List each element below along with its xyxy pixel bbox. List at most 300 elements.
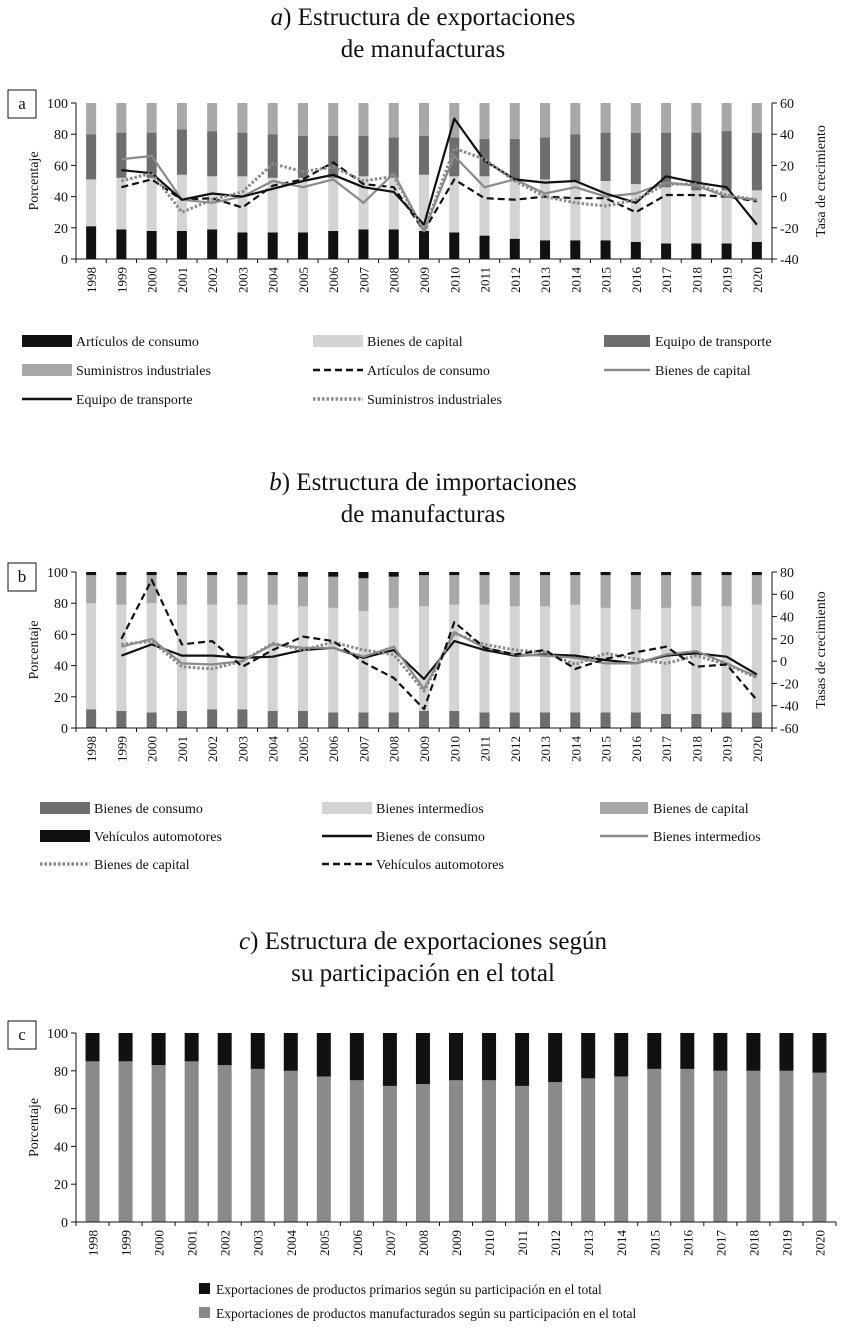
x-tick-label: 2020 — [749, 267, 765, 293]
bar-segment — [207, 572, 217, 575]
bar-segment — [812, 1033, 826, 1073]
bar-segment — [540, 179, 550, 240]
title-a-letter: a — [270, 4, 284, 31]
bar-segment — [207, 229, 217, 259]
legend-swatch — [22, 335, 72, 347]
x-tick-label: 1999 — [118, 1230, 134, 1256]
bar-segment — [480, 605, 490, 713]
y-tick-label: 0 — [61, 722, 68, 737]
bar-segment — [298, 572, 308, 577]
bar-segment — [86, 572, 96, 575]
x-tick-label: 2006 — [326, 736, 342, 762]
x-tick-label: 2002 — [205, 736, 221, 762]
bar-segment — [680, 1069, 694, 1222]
x-tick-label: 2014 — [568, 267, 584, 293]
title-b-text: ) Estructura de importaciones — [281, 469, 577, 496]
bar-segment — [722, 243, 732, 259]
bar-segment — [389, 229, 399, 259]
legend-c — [199, 1282, 636, 1321]
bar-segment — [510, 179, 520, 238]
x-tick-label: 2007 — [356, 736, 372, 762]
bar-segment — [416, 1033, 430, 1084]
y2-axis-label: Tasa de crecimiento — [814, 125, 829, 237]
x-tick-label: 2018 — [689, 267, 705, 293]
x-tick-label: 2008 — [386, 736, 402, 762]
y2-tick-label: 0 — [780, 190, 787, 206]
x-tick-label: 1999 — [114, 267, 130, 293]
bar-segment — [237, 572, 247, 575]
x-tick-label: 2001 — [174, 736, 190, 762]
y2-tick-label: -40 — [780, 253, 799, 268]
y2-tick-label: -60 — [780, 722, 799, 737]
bar-segment — [358, 103, 368, 136]
bar-segment — [680, 1033, 694, 1069]
bar-segment — [177, 130, 187, 175]
x-tick-label: 2019 — [719, 736, 735, 762]
bar-segment — [298, 103, 308, 136]
y-tick-label: 20 — [54, 690, 68, 706]
bar-segment — [570, 712, 580, 728]
chart-b — [8, 563, 829, 762]
bar-segment — [713, 1033, 727, 1071]
bar-segment — [631, 242, 641, 259]
bar-segment — [752, 712, 762, 728]
y2-tick-label: -20 — [780, 677, 799, 693]
bar-segment — [631, 572, 641, 575]
bar-segment — [779, 1071, 793, 1222]
bar-segment — [691, 606, 701, 714]
bar-segment — [752, 575, 762, 605]
bar-segment — [510, 575, 520, 606]
bar-segment — [207, 103, 217, 131]
bar-segment — [86, 1033, 100, 1061]
bar-segment — [515, 1033, 529, 1086]
legend-label: Artículos de consumo — [76, 335, 199, 350]
legend-label: Bienes de capital — [367, 335, 463, 350]
bar-segment — [540, 712, 550, 728]
bar-segment — [482, 1080, 496, 1222]
title-b-letter: b — [269, 469, 282, 496]
bar-segment — [268, 232, 278, 259]
bar-segment — [661, 243, 671, 259]
bar-segment — [581, 1078, 595, 1222]
bar-segment — [298, 711, 308, 728]
bar-segment — [116, 711, 126, 728]
bar-segment — [116, 572, 126, 575]
legend-label: Artículos de consumo — [367, 364, 490, 379]
x-tick-label: 2014 — [568, 736, 584, 762]
legend-label: Exportaciones de productos manufacturados según su participación en el total — [216, 1306, 637, 1321]
x-tick-label: 2018 — [746, 1230, 762, 1256]
x-tick-label: 2007 — [356, 267, 372, 293]
bar-segment — [317, 1076, 331, 1222]
x-tick-label: 2007 — [382, 1230, 398, 1256]
bar-segment — [86, 575, 96, 603]
bar-segment — [480, 712, 490, 728]
x-tick-label: 2017 — [659, 736, 675, 762]
bar-segment — [147, 603, 157, 712]
bar-segment — [449, 232, 459, 259]
legend-b — [40, 802, 761, 873]
bar-segment — [449, 1080, 463, 1222]
bar-segment — [752, 133, 762, 191]
y2-tick-label: 20 — [780, 632, 794, 648]
bar-segment — [601, 103, 611, 133]
bar-segment — [510, 606, 520, 712]
bar-segment — [152, 1065, 166, 1222]
bar-segment — [389, 137, 399, 178]
legend-label: Bienes de capital — [655, 364, 751, 379]
y-tick-label: 0 — [61, 1216, 68, 1231]
bar-segment — [147, 572, 157, 575]
x-tick-label: 2017 — [659, 267, 675, 293]
x-tick-label: 2011 — [515, 1230, 531, 1256]
bar-segment — [661, 103, 671, 133]
bar-segment — [383, 1033, 397, 1086]
bar-segment — [661, 572, 671, 575]
legend-label: Exportaciones de productos primarios según su participación en el total — [216, 1282, 602, 1297]
x-tick-label: 2002 — [205, 267, 221, 293]
legend-swatch — [199, 1307, 210, 1318]
bar-segment — [147, 178, 157, 231]
y-tick-label: 40 — [54, 1140, 68, 1156]
bar-segment — [722, 190, 732, 243]
x-tick-label: 2010 — [447, 736, 463, 762]
bar-segment — [419, 711, 429, 728]
bar-segment — [419, 136, 429, 175]
bar-segment — [722, 575, 732, 606]
bar-segment — [480, 575, 490, 605]
bar-segment — [328, 572, 338, 577]
bar-segment — [614, 1033, 628, 1076]
bar-segment — [510, 239, 520, 259]
bar-segment — [207, 605, 217, 710]
bar-segment — [268, 572, 278, 575]
bar-segment — [449, 176, 459, 232]
x-tick-label: 2006 — [326, 267, 342, 293]
x-tick-label: 2004 — [265, 736, 281, 762]
legend-label: Equipo de transporte — [76, 393, 193, 408]
x-tick-label: 2008 — [386, 267, 402, 293]
y-tick-label: 60 — [54, 159, 68, 175]
bar-segment — [691, 714, 701, 728]
title-c-text: ) Estructura de exportaciones según — [250, 928, 607, 955]
legend-label: Bienes intermedios — [653, 830, 761, 845]
y-tick-label: 60 — [54, 628, 68, 644]
bar-segment — [631, 712, 641, 728]
bar-segment — [548, 1082, 562, 1222]
chart-c — [8, 1021, 836, 1256]
bar-segment — [218, 1033, 232, 1065]
legend-label: Bienes de capital — [94, 858, 190, 873]
bar-segment — [237, 575, 247, 605]
x-tick-label: 1998 — [85, 1230, 101, 1256]
bar-segment — [601, 181, 611, 240]
bar-segment — [389, 103, 399, 137]
bar-segment — [713, 1071, 727, 1222]
x-tick-label: 2018 — [689, 736, 705, 762]
bar-segment — [147, 712, 157, 728]
bar-segment — [722, 712, 732, 728]
bar-segment — [328, 577, 338, 608]
y2-tick-label: -20 — [780, 221, 799, 237]
bar-segment — [752, 190, 762, 241]
bar-segment — [722, 103, 732, 131]
bar-segment — [601, 575, 611, 608]
bar-segment — [416, 1084, 430, 1222]
bar-segment — [570, 181, 580, 240]
x-tick-label: 2013 — [538, 736, 554, 762]
bar-segment — [601, 712, 611, 728]
bar-segment — [177, 103, 187, 130]
bar-segment — [661, 714, 671, 728]
bar-segment — [779, 1033, 793, 1071]
bar-segment — [317, 1033, 331, 1076]
bar-segment — [298, 232, 308, 259]
bar-segment — [284, 1071, 298, 1222]
bar-segment — [480, 572, 490, 575]
x-tick-label: 2004 — [283, 1230, 299, 1256]
legend-label: Suministros industriales — [367, 393, 502, 408]
bar-segment — [207, 131, 217, 176]
x-tick-label: 1998 — [84, 736, 100, 762]
bar-segment — [570, 575, 580, 605]
bar-segment — [358, 578, 368, 611]
bar-segment — [268, 575, 278, 605]
x-tick-label: 2009 — [417, 736, 432, 762]
x-tick-label: 2015 — [647, 1230, 663, 1256]
y2-tick-label: 40 — [780, 128, 794, 144]
bar-segment — [218, 1065, 232, 1222]
bar-segment — [177, 711, 187, 728]
bar-segment — [631, 609, 641, 712]
x-tick-label: 2017 — [713, 1230, 729, 1256]
x-tick-label: 2009 — [449, 1230, 464, 1256]
bar-segment — [647, 1033, 661, 1069]
bar-segment — [419, 103, 429, 136]
x-tick-label: 2003 — [235, 267, 251, 293]
panel-label: b — [17, 567, 27, 586]
y2-axis-label: Tasas de crecimiento — [814, 591, 829, 709]
y-tick-label: 40 — [54, 659, 68, 675]
x-tick-label: 2003 — [250, 1230, 266, 1256]
bar-segment — [251, 1033, 265, 1069]
bar-segment — [812, 1073, 826, 1222]
y-tick-label: 80 — [54, 128, 68, 144]
legend-label: Vehículos automotores — [376, 858, 504, 873]
bar-segment — [691, 243, 701, 259]
bar-segment — [548, 1033, 562, 1082]
y2-tick-label: 60 — [780, 588, 794, 604]
bar-segment — [631, 575, 641, 609]
y-tick-label: 80 — [54, 1064, 68, 1080]
x-tick-label: 2019 — [719, 267, 735, 293]
bar-segment — [601, 572, 611, 575]
y2-tick-label: 40 — [780, 610, 794, 626]
legend-label: Bienes de consumo — [94, 802, 203, 817]
bar-segment — [581, 1033, 595, 1078]
bar-segment — [419, 231, 429, 259]
bar-segment — [570, 240, 580, 259]
bar-segment — [116, 605, 126, 711]
bar-segment — [119, 1061, 133, 1222]
y-tick-label: 100 — [47, 566, 68, 581]
legend-label: Bienes intermedios — [376, 802, 484, 817]
bar-segment — [383, 1086, 397, 1222]
x-tick-label: 2000 — [151, 1230, 167, 1256]
y-axis-label: Porcentaje — [27, 1097, 42, 1158]
x-tick-label: 2010 — [447, 267, 463, 293]
bar-segment — [510, 103, 520, 139]
x-tick-label: 2012 — [507, 736, 523, 762]
title-c-letter: c — [239, 928, 251, 955]
bar-segment — [752, 103, 762, 133]
legend-swatch — [600, 802, 648, 814]
bar-segment — [86, 1061, 100, 1222]
x-tick-label: 2000 — [144, 736, 160, 762]
bar-segment — [752, 242, 762, 259]
x-tick-label: 1999 — [114, 736, 130, 762]
bar-segment — [268, 711, 278, 728]
x-tick-label: 2010 — [482, 1230, 498, 1256]
bar-segment — [449, 711, 459, 728]
bar-segment — [540, 137, 550, 179]
x-tick-label: 2003 — [235, 736, 251, 762]
bar-segment — [328, 231, 338, 259]
bar-segment — [661, 608, 671, 714]
bar-segment — [510, 139, 520, 180]
x-tick-label: 2009 — [417, 267, 432, 293]
y-axis-label: Porcentaje — [27, 620, 42, 680]
bar-segment — [601, 133, 611, 181]
legend-a — [22, 335, 772, 408]
y2-tick-label: -40 — [780, 699, 799, 715]
bar-segment — [86, 103, 96, 134]
bar-segment — [358, 712, 368, 728]
bar-segment — [358, 136, 368, 177]
bar-segment — [177, 175, 187, 231]
title-a-text: ) Estructura de exportaciones — [283, 4, 576, 31]
bar-segment — [147, 103, 157, 133]
bar-segment — [207, 709, 217, 728]
bar-segment — [746, 1033, 760, 1071]
x-tick-label: 2013 — [538, 267, 554, 293]
x-tick-label: 2012 — [507, 267, 523, 293]
bar-segment — [419, 572, 429, 575]
bar-segment — [177, 605, 187, 711]
y-tick-label: 0 — [61, 253, 68, 268]
bar-segment — [177, 572, 187, 575]
bar-segment — [328, 712, 338, 728]
bar-segment — [389, 712, 399, 728]
bar-segment — [631, 103, 641, 133]
x-tick-label: 2012 — [548, 1230, 564, 1256]
title-b-line2: de manufacturas — [340, 501, 506, 528]
x-tick-label: 2008 — [415, 1230, 431, 1256]
bar-segment — [661, 575, 671, 608]
x-tick-label: 2005 — [295, 736, 311, 762]
bar-segment — [419, 606, 429, 711]
y-tick-label: 60 — [54, 1102, 68, 1118]
x-tick-label: 2019 — [779, 1230, 795, 1256]
bar-segment — [86, 134, 96, 179]
bar-segment — [298, 606, 308, 711]
bar-segment — [328, 136, 338, 178]
legend-swatch — [199, 1283, 210, 1294]
legend-swatch — [313, 335, 363, 347]
bar-segment — [298, 577, 308, 607]
title-c-line2: su participación en el total — [291, 960, 555, 987]
legend-swatch — [604, 335, 650, 347]
y-tick-label: 100 — [47, 1027, 68, 1042]
bar-segment — [237, 232, 247, 259]
legend-swatch — [40, 802, 90, 814]
y-tick-label: 80 — [54, 597, 68, 613]
bar-segment — [358, 229, 368, 259]
legend-label: Bienes de consumo — [376, 830, 485, 845]
bar-segment — [207, 575, 217, 605]
bar-segment — [237, 103, 247, 133]
bar-segment — [601, 240, 611, 259]
bar-segment — [570, 134, 580, 181]
bar-segment — [540, 240, 550, 259]
bar-segment — [284, 1033, 298, 1071]
bar-segment — [540, 572, 550, 575]
bar-segment — [86, 709, 96, 728]
x-tick-label: 2000 — [144, 267, 160, 293]
x-tick-label: 2002 — [217, 1230, 233, 1256]
bar-segment — [350, 1080, 364, 1222]
x-tick-label: 2006 — [349, 1230, 365, 1256]
bar-segment — [419, 575, 429, 606]
x-tick-label: 2020 — [749, 736, 765, 762]
bar-segment — [119, 1033, 133, 1061]
bar-segment — [251, 1069, 265, 1222]
bar-segment — [328, 178, 338, 231]
y2-tick-label: 0 — [780, 655, 787, 671]
x-tick-label: 2005 — [316, 1230, 332, 1256]
bar-segment — [177, 575, 187, 605]
chart-a — [8, 90, 829, 293]
bar-segment — [116, 103, 126, 133]
bar-segment — [350, 1033, 364, 1080]
x-tick-label: 2016 — [680, 1230, 696, 1256]
x-tick-label: 2013 — [581, 1230, 597, 1256]
bar-segment — [449, 605, 459, 711]
bar-segment — [147, 231, 157, 259]
bar-segment — [152, 1033, 166, 1065]
bar-segment — [237, 133, 247, 177]
bar-segment — [515, 1086, 529, 1222]
bar-segment — [116, 575, 126, 605]
legend-label: Equipo de transporte — [655, 335, 772, 350]
y2-tick-label: 80 — [780, 566, 794, 581]
y-tick-label: 20 — [54, 1178, 68, 1194]
y-tick-label: 40 — [54, 190, 68, 206]
panel-label: c — [18, 1025, 26, 1044]
bar-segment — [647, 1069, 661, 1222]
bar-segment — [510, 712, 520, 728]
bar-segment — [540, 575, 550, 606]
bar-segment — [722, 572, 732, 575]
y-tick-label: 100 — [47, 97, 68, 112]
bar-segment — [185, 1033, 199, 1061]
panel-label: a — [18, 94, 26, 113]
legend-label: Suministros industriales — [76, 364, 211, 379]
bar-segment — [86, 226, 96, 259]
bar-segment — [358, 572, 368, 578]
bar-segment — [752, 572, 762, 575]
